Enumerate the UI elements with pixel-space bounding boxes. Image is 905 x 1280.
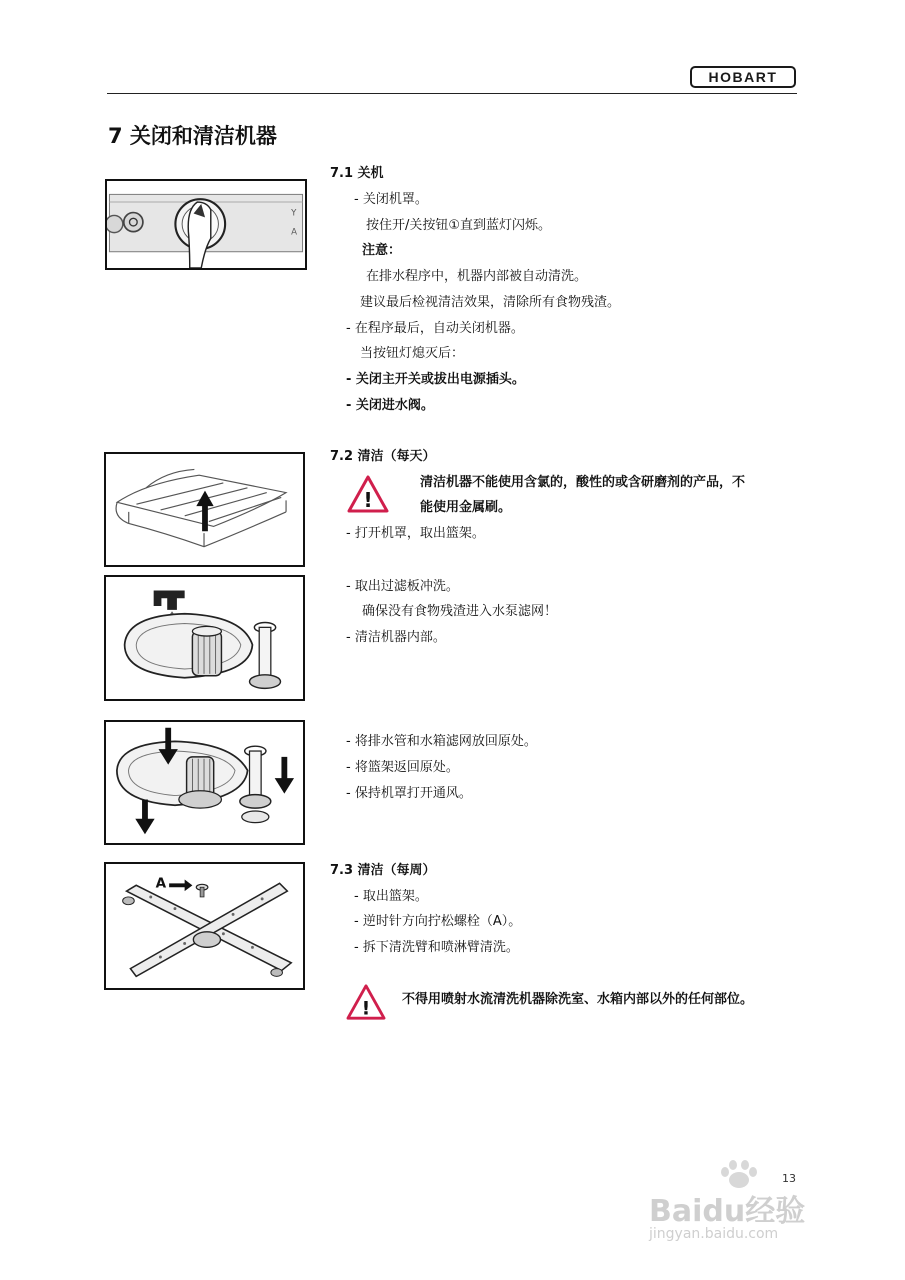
filter-replace-illustration <box>106 722 303 843</box>
section-7-2-heading: 7.2 清洁（每天） <box>330 449 436 464</box>
svg-text:!: ! <box>361 997 371 1020</box>
hobart-logo: HOBART <box>690 66 796 88</box>
rack-illustration <box>106 454 303 565</box>
figure-label-a: A <box>155 875 167 892</box>
warning-text: 能使用金属刷。 <box>420 500 512 515</box>
warning-icon <box>345 983 387 1021</box>
warning-text: 不得用喷射水流清洗机器除洗室、水箱内部以外的任何部位。 <box>402 992 754 1007</box>
figure-power-button <box>105 179 307 270</box>
text-line: - 关闭进水阀。 <box>346 398 434 413</box>
text-line: - 清洁机器内部。 <box>346 630 446 645</box>
power-button-illustration <box>107 181 305 268</box>
section-7-3-heading: 7.3 清洁（每周） <box>330 863 436 878</box>
text-line: - 打开机罩，取出篮架。 <box>346 526 485 541</box>
note-label: 注意： <box>362 243 402 258</box>
text-line: - 拆下清洗臂和喷淋臂清洗。 <box>354 940 519 955</box>
text-line: 在排水程序中，机器内部被自动清洗。 <box>366 269 588 284</box>
spray-arm-illustration <box>106 864 303 988</box>
text-line: - 逆时针方向拧松螺栓（A）。 <box>354 914 522 929</box>
text-line: - 在程序最后，自动关闭机器。 <box>346 321 524 336</box>
section-7-1-heading: 7.1 关机 <box>330 166 384 181</box>
filter-rinse-illustration <box>106 577 303 699</box>
header-rule <box>107 93 797 94</box>
figure-spray-arm <box>104 862 305 990</box>
watermark-url: jingyan.baidu.com <box>649 1226 779 1242</box>
text-line: - 取出过滤板冲洗。 <box>346 579 459 594</box>
warning-text: 清洁机器不能使用含氯的，酸性的或含研磨剂的产品，不 <box>420 475 746 490</box>
figure-filter-rinse <box>104 575 305 701</box>
baidu-watermark <box>645 1160 855 1250</box>
text-line: 按住开/关按钮①直到蓝灯闪烁。 <box>366 218 552 233</box>
text-line: - 关闭机罩。 <box>354 192 428 207</box>
text-line: - 关闭主开关或拔出电源插头。 <box>346 372 525 387</box>
warning-triangle-icon <box>345 983 387 1021</box>
svg-text:!: ! <box>363 488 373 512</box>
watermark-brand: Baidu经验 <box>649 1194 806 1229</box>
text-line: - 将排水管和水箱滤网放回原处。 <box>346 734 537 749</box>
text-line: 确保没有食物残渣进入水泵滤网！ <box>362 604 558 619</box>
text-line: - 保持机罩打开通风。 <box>346 786 472 801</box>
svg-text:Y: Y <box>291 208 297 219</box>
text-line: 当按钮灯熄灭后： <box>360 346 465 361</box>
text-line: - 取出篮架。 <box>354 889 428 904</box>
warning-triangle-icon <box>346 474 390 514</box>
figure-filter-replace <box>104 720 305 845</box>
page-number: 13 <box>782 1172 796 1185</box>
chapter-title: 7 关闭和清洁机器 <box>108 124 277 148</box>
svg-text:A: A <box>291 227 297 238</box>
warning-icon <box>346 474 390 514</box>
text-line: - 将篮架返回原处。 <box>346 760 459 775</box>
text-line: 建议最后检视清洁效果，清除所有食物残渣。 <box>360 295 621 310</box>
figure-rack-removal <box>104 452 305 567</box>
